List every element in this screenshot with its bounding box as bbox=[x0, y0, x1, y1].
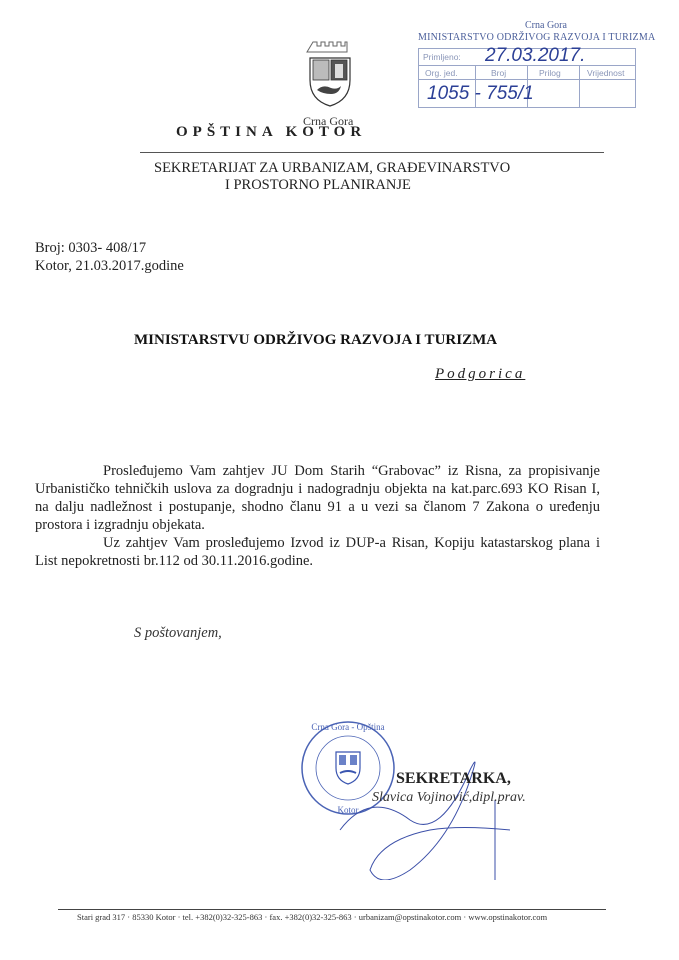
letter-body bbox=[35, 462, 600, 570]
department-line-2: I PROSTORNO PLANIRANJE bbox=[225, 177, 411, 193]
signatory-name: Slavica Vojinović,dipl.prav. bbox=[372, 790, 526, 805]
closing-salutation: S poštovanjem, bbox=[134, 625, 222, 641]
country-name: Crna Gora bbox=[303, 114, 354, 128]
recipient-name: MINISTARSTVU ODRŽIVOG RAZVOJA I TURIZMA bbox=[134, 332, 498, 348]
place-date: Kotor, 21.03.2017.godine bbox=[35, 258, 184, 274]
signatory-title: SEKRETARKA, bbox=[396, 770, 511, 787]
stamp-country: Crna Gora bbox=[525, 20, 567, 31]
coat-of-arms-icon bbox=[305, 40, 355, 110]
department-line-1: SEKRETARIJAT ZA URBANIZAM, GRAĐEVINARSTVO bbox=[154, 160, 511, 176]
stamp-col-org: Org. jed. bbox=[425, 68, 458, 78]
body-paragraph-1: Prosleđujemo Vam zahtjev JU Dom Starih “Grabovac” iz Risna, za propisivanje Urbanističko tehničkih uslova za dogradnju i nadogradnju objekta na kat.parc.693 KO Risan I, na dalju nadležnost i postupanje, shodno članu 91 a u vezi sa članom 7 Zakona o uređenju prostora i izgradnju objekata. bbox=[35, 463, 600, 533]
received-date: 27.03.2017. bbox=[485, 45, 586, 66]
footer-divider bbox=[58, 909, 606, 910]
svg-text:Kotor: Kotor bbox=[337, 805, 359, 815]
municipality-name: OPŠTINA KOTOR bbox=[176, 124, 367, 140]
stamp-organization: MINISTARSTVO ODRŽIVOG RAZVOJA I TURIZMA bbox=[418, 32, 656, 43]
footer-contact: Stari grad 317 · 85330 Kotor · tel. +382(0)32-325-863 · fax. +382(0)32-325-863 · urbanizam@opstinakotor.com · www.opstinakotor.com bbox=[77, 912, 548, 922]
received-label: Primljeno: bbox=[423, 52, 461, 62]
recipient-city: Podgorica bbox=[435, 366, 526, 382]
document-number: Broj: 0303- 408/17 bbox=[35, 240, 147, 256]
stamp-col-number: Broj bbox=[491, 68, 507, 78]
stamp-col-value: Vrijednost bbox=[587, 68, 625, 78]
stamp-col-attachment: Prilog bbox=[539, 68, 561, 78]
body-paragraph-2: Uz zahtjev Vam prosleđujemo Izvod iz DUP-a Risan, Kopiju katastarskog plana i List nepokretnosti br.112 od 30.11.2016.godine. bbox=[35, 535, 600, 569]
reference-number: 1055 - 755/1 bbox=[427, 83, 534, 104]
handwritten-signature-icon bbox=[330, 740, 570, 880]
received-stamp bbox=[418, 45, 636, 108]
svg-text:Crna Gora - Opština: Crna Gora - Opština bbox=[311, 722, 385, 732]
header-divider bbox=[140, 152, 604, 153]
